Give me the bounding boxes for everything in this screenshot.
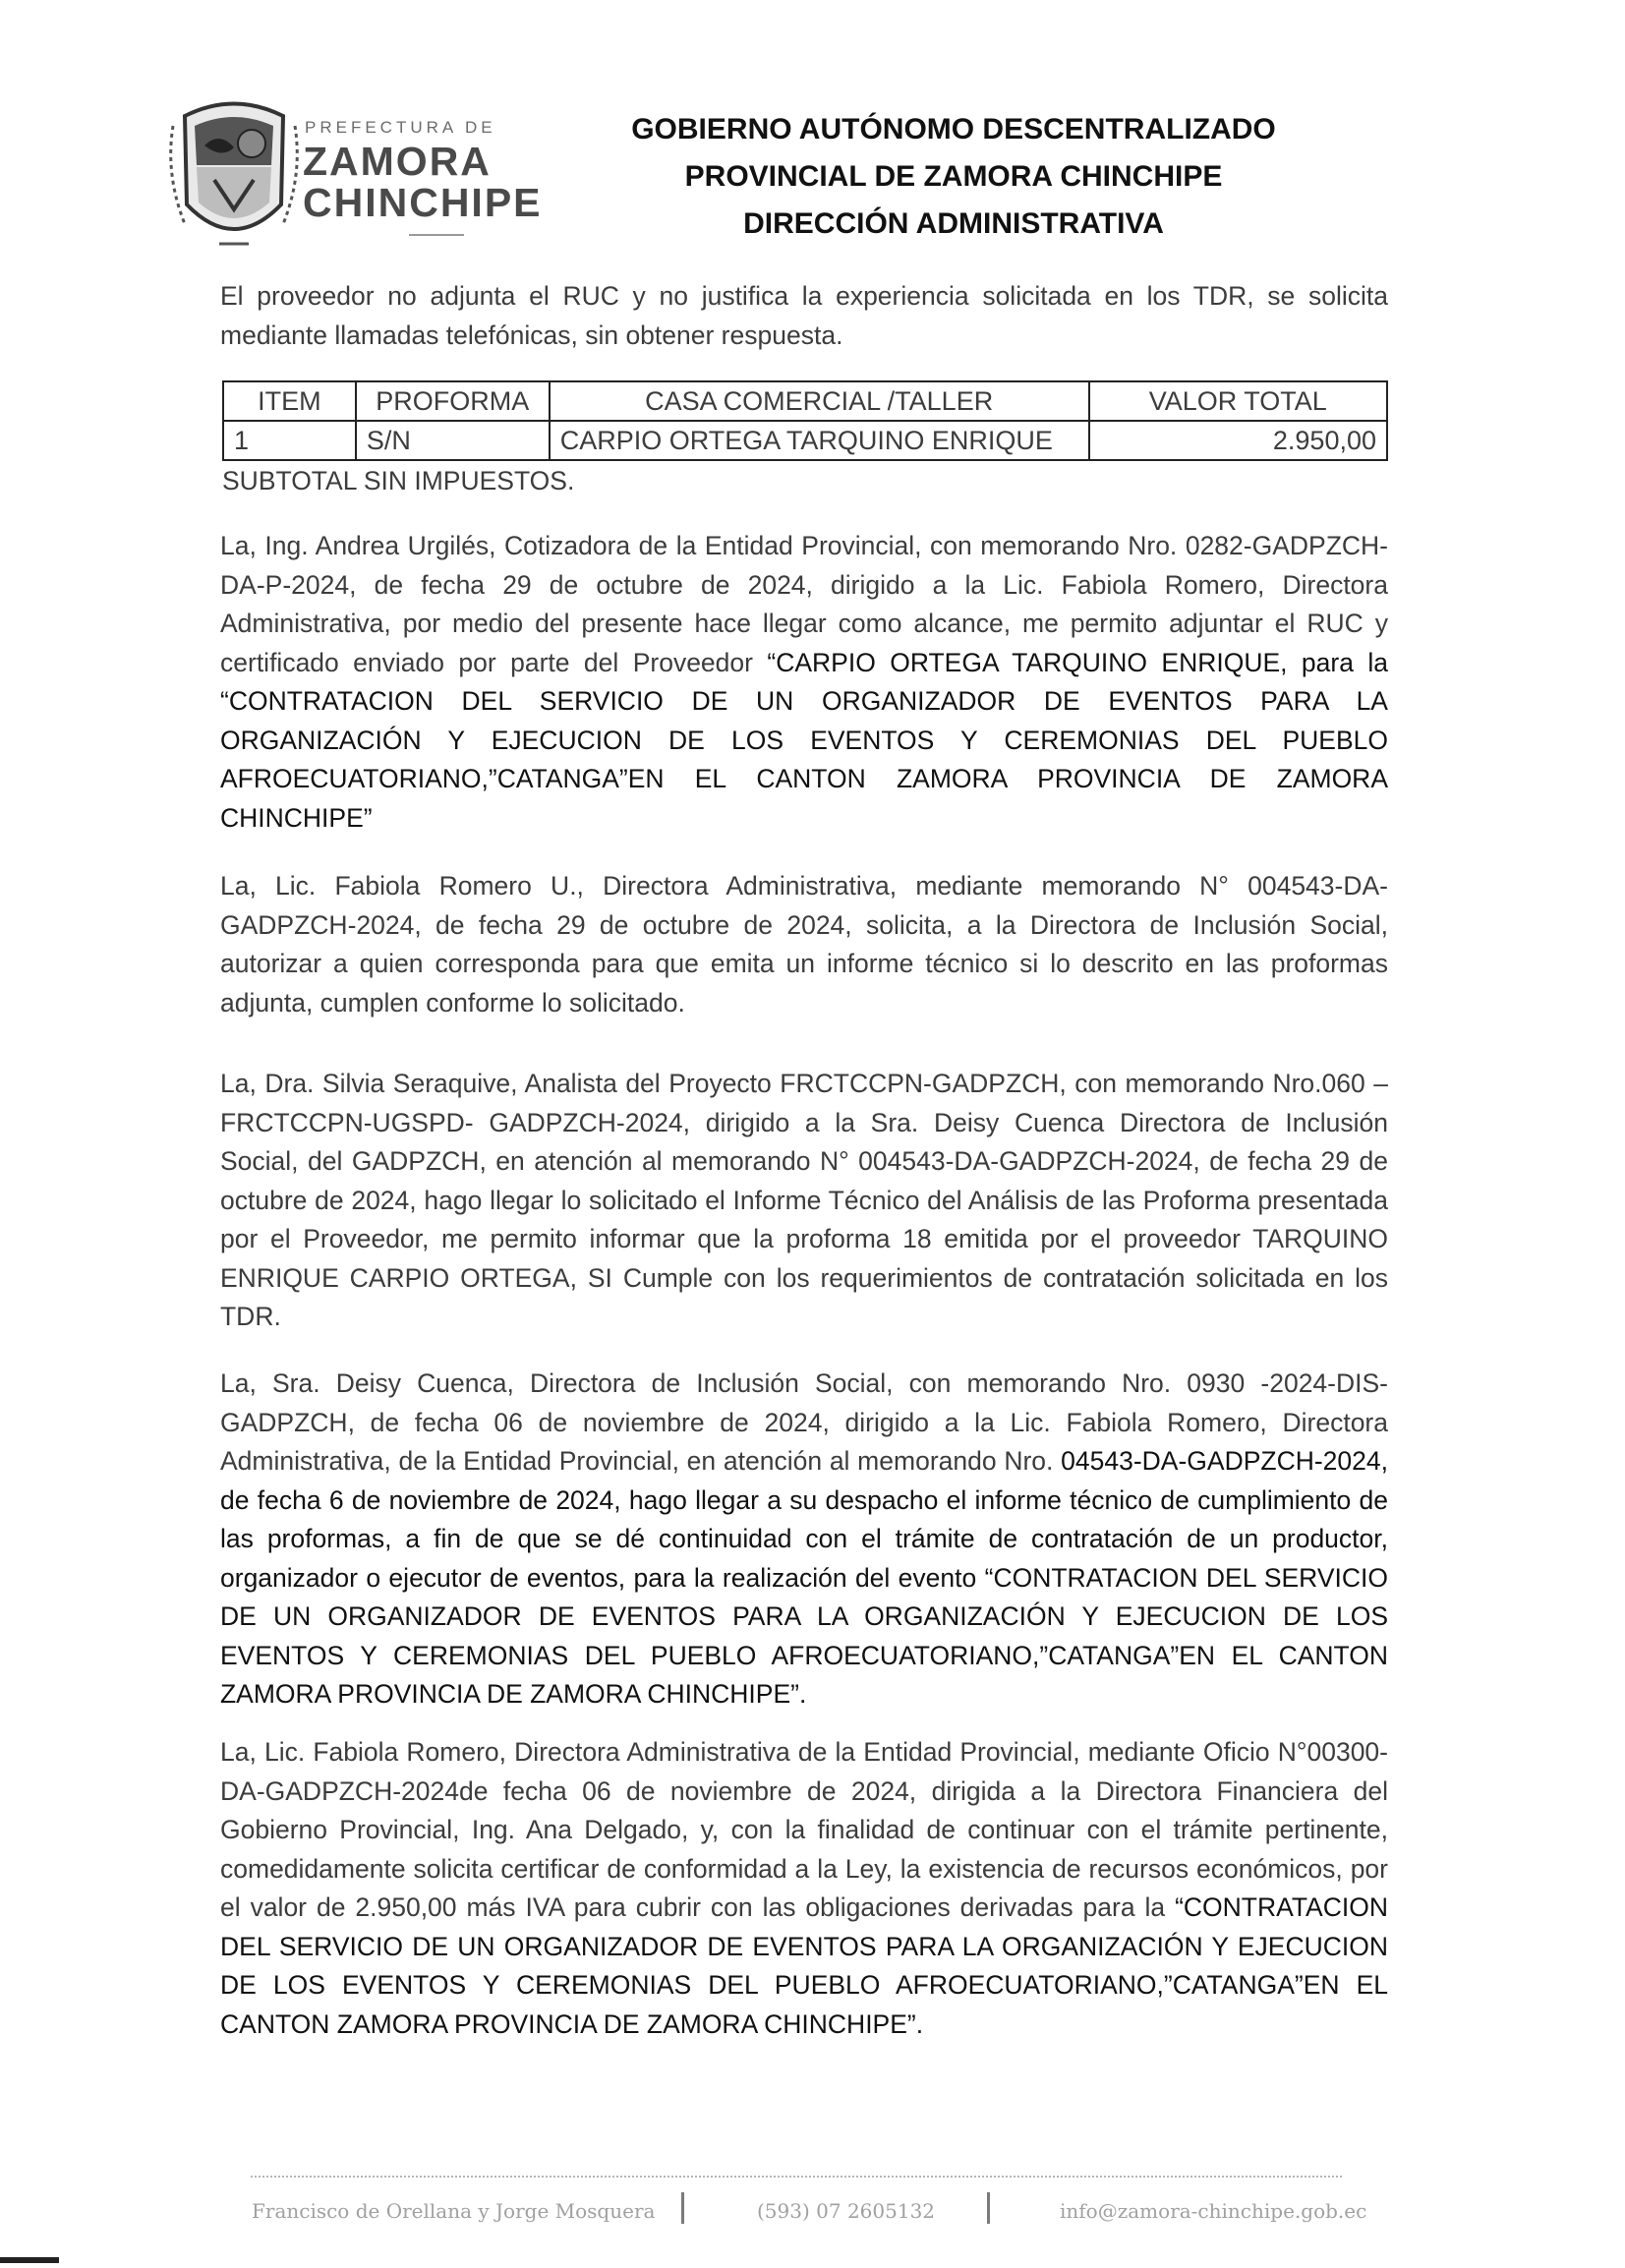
header-title-line-2: PROVINCIAL DE ZAMORA CHINCHIPE	[684, 160, 1223, 193]
quote-table	[222, 380, 1388, 461]
paragraph-5-contract-title: “CONTRATACION DEL SERVICIO DE UN ORGANIZADOR DE EVENTOS PARA LA ORGANIZACIÓN Y EJECUCION DE LOS EVENTOS Y CEREMONIAS DEL PUEBLO AFROECUATORIANO,”CATANGA”EN EL CANTON ZAMORA PROVINCIA DE ZAMORA CHINCHIPE”.	[220, 1892, 1388, 2039]
footer-email: info@zamora-chinchipe.gob.ec	[1060, 2199, 1367, 2223]
cell-item: 1	[223, 421, 356, 460]
paragraph-1-contract-title: “CARPIO ORTEGA TARQUINO ENRIQUE, para la “CONTRATACION DEL SERVICIO DE UN ORGANIZADOR DE EVENTOS PARA LA ORGANIZACIÓN Y EJECUCION DE LOS EVENTOS Y CEREMONIAS DEL PUEBLO AFROECUATORIANO,”CATANGA”EN EL CANTON ZAMORA PROVINCIA DE ZAMORA CHINCHIPE”	[220, 647, 1388, 833]
intro-paragraph: El proveedor no adjunta el RUC y no justifica la experiencia solicitada en los TDR, se solicita mediante llamadas telefónicas, sin obtener respuesta.	[220, 281, 1388, 350]
footer-rule	[251, 2176, 1342, 2178]
table-row	[223, 421, 1387, 460]
col-header-casa-comercial: CASA COMERCIAL /TALLER	[550, 381, 1089, 421]
table-header-row	[223, 381, 1387, 421]
header-title-line-1: GOBIERNO AUTÓNOMO DESCENTRALIZADO	[631, 113, 1276, 145]
paragraph-4-text: La, Sra. Deisy Cuenca, Directora de Inclusión Social, con memorando Nro. 0930 -2024-DIS-GADPZCH, de fecha 06 de noviembre de 2024, dirigido a la Lic. Fabiola Romero, Directora Administrativa, de la Entidad Provincial, en atención al memorando Nro.	[220, 1368, 1388, 1476]
paragraph-2: La, Lic. Fabiola Romero U., Directora Administrativa, mediante memorando N° 004543-DA-GADPZCH-2024, de fecha 29 de octubre de 2024, solicita, a la Directora de Inclusión Social, autorizar a quien corresponda para que emita un informe técnico si lo descrito en las proformas adjunta, cumplen conforme lo solicitado.	[220, 871, 1388, 1018]
header-title-line-3: DIRECCIÓN ADMINISTRATIVA	[743, 207, 1164, 240]
logo-line-1: ZAMORA	[303, 139, 492, 184]
document-header	[551, 106, 1357, 248]
footer-phone: (593) 07 2605132	[757, 2199, 936, 2223]
paragraph-1	[220, 527, 1388, 838]
paragraph-4-continuation: 04543-DA-GADPZCH-2024, de fecha 6 de noviembre de 2024, hago llegar a su despacho el informe técnico de cumplimiento de las proformas, a fin de que se dé continuidad con el trámite de contratación de un productor, organizador o ejecutor de eventos, para la realización del evento “CONTRATACION DEL SERVICIO DE UN ORGANIZADOR DE EVENTOS PARA LA ORGANIZACIÓN Y EJECUCION DE LOS EVENTOS Y CEREMONIAS DEL PUEBLO AFROECUATORIANO,”CATANGA”EN EL CANTON ZAMORA PROVINCIA DE ZAMORA CHINCHIPE”.	[220, 1446, 1388, 1709]
coat-of-arms-icon	[165, 87, 303, 263]
subtotal-note: SUBTOTAL SIN IMPUESTOS.	[222, 466, 575, 495]
col-header-item: ITEM	[223, 381, 356, 421]
cell-valor-total: 2.950,00	[1089, 421, 1387, 460]
paragraph-3: La, Dra. Silvia Seraquive, Analista del Proyecto FRCTCCPN-GADPZCH, con memorando Nro.060 –FRCTCCPN-UGSPD- GADPZCH-2024, dirigido a la Sra. Deisy Cuenca Directora de Inclusión Social, del GADPZCH, en atención al memorando N° 004543-DA-GADPZCH-2024, de fecha 29 de octubre de 2024, hago llegar lo solicitado el Informe Técnico del Análisis de las Proforma presentada por el Proveedor, me permito informar que la proforma 18 emitida por el proveedor TARQUINO ENRIQUE CARPIO ORTEGA, SI Cumple con los requerimientos de contratación solicitada en los TDR.	[220, 1069, 1388, 1331]
logo-underline	[409, 234, 464, 236]
cell-proforma: S/N	[356, 421, 550, 460]
footer-separator	[681, 2192, 684, 2224]
logo-prefix: PREFECTURA DE	[305, 118, 496, 137]
prefectura-logo	[165, 87, 543, 273]
col-header-valor-total: VALOR TOTAL	[1089, 381, 1387, 421]
footer-separator	[987, 2192, 990, 2224]
footer-address: Francisco de Orellana y Jorge Mosquera	[252, 2199, 656, 2223]
paragraph-4	[220, 1365, 1388, 1715]
cell-casa-comercial: CARPIO ORTEGA TARQUINO ENRIQUE	[550, 421, 1089, 460]
paragraph-5-text: La, Lic. Fabiola Romero, Directora Administrativa de la Entidad Provincial, mediante Oficio N°00300-DA-GADPZCH-2024de fecha 06 de noviembre de 2024, dirigida a la Directora Financiera del Gobierno Provincial, Ing. Ana Delgado, y, con la finalidad de continuar con el trámite pertinente, comedidamente solicita certificar de conformidad a la Ley, la existencia de recursos económicos, por el valor de 2.950,00 más IVA para cubrir con las obligaciones derivadas para la	[220, 1737, 1388, 1922]
paragraph-1-text: La, Ing. Andrea Urgilés, Cotizadora de la Entidad Provincial, con memorando Nro. 0282-GADPZCH-DA-P-2024, de fecha 29 de octubre de 2024, dirigido a la Lic. Fabiola Romero, Directora Administrativa, por medio del presente hace llegar como alcance, me permito adjuntar el RUC y certificado enviado por parte del Proveedor	[220, 531, 1388, 677]
scan-edge-mark	[0, 2257, 59, 2263]
logo-line-2: CHINCHIPE	[303, 180, 543, 225]
col-header-proforma: PROFORMA	[356, 381, 550, 421]
paragraph-5	[220, 1733, 1388, 2044]
